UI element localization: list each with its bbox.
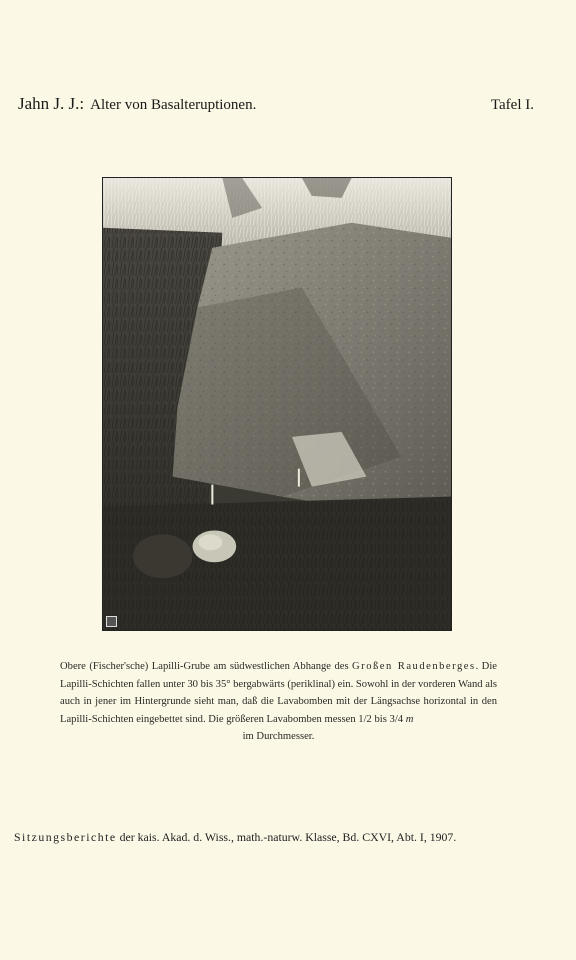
page-footer [14, 830, 534, 845]
caption-last-line: im Durchmesser. [242, 731, 315, 743]
caption-unit: m [405, 713, 414, 725]
photographer-monogram-icon [106, 616, 117, 627]
caption-text-1: Obere (Fischer'sche) Lapilli-Grube am südwestlichen Abhange des [60, 661, 353, 672]
caption-fraction-1: 1/2 [358, 713, 372, 725]
photograph-lapilli-pit [102, 177, 452, 631]
figure-caption [60, 658, 497, 746]
author-name: Jahn J. J.: [18, 94, 85, 113]
article-title: Alter von Basalteruptionen. [90, 97, 257, 113]
header-left [18, 94, 256, 114]
caption-locality: Großen Raudenberges [352, 661, 476, 672]
caption-fraction-2: 3/4 [389, 713, 404, 725]
plate-number: Tafel I. [490, 97, 534, 113]
caption-paragraph [60, 658, 497, 728]
footer-journal: Sitzungsberichte [14, 830, 117, 844]
caption-text-3: bis [371, 713, 390, 725]
page-header [18, 94, 534, 118]
photo-rendering [103, 178, 451, 630]
footer-citation: der kais. Akad. d. Wiss., math.-naturw. Klasse, Bd. CXVI, Abt. I, 1907. [116, 830, 457, 844]
caption-text-2: . Die Lapilli-Schichten fallen unter 30 bis 35° bergabwärts (periklinal) ein. Sowohl in der vorderen Wand als auch in jener im Hintergrunde sieht man, daß die Lavabomben mit der Längsachse horizontal in den Lapilli-Schichten eingebettet sind. Die größeren Lavabomben messen [60, 661, 497, 725]
